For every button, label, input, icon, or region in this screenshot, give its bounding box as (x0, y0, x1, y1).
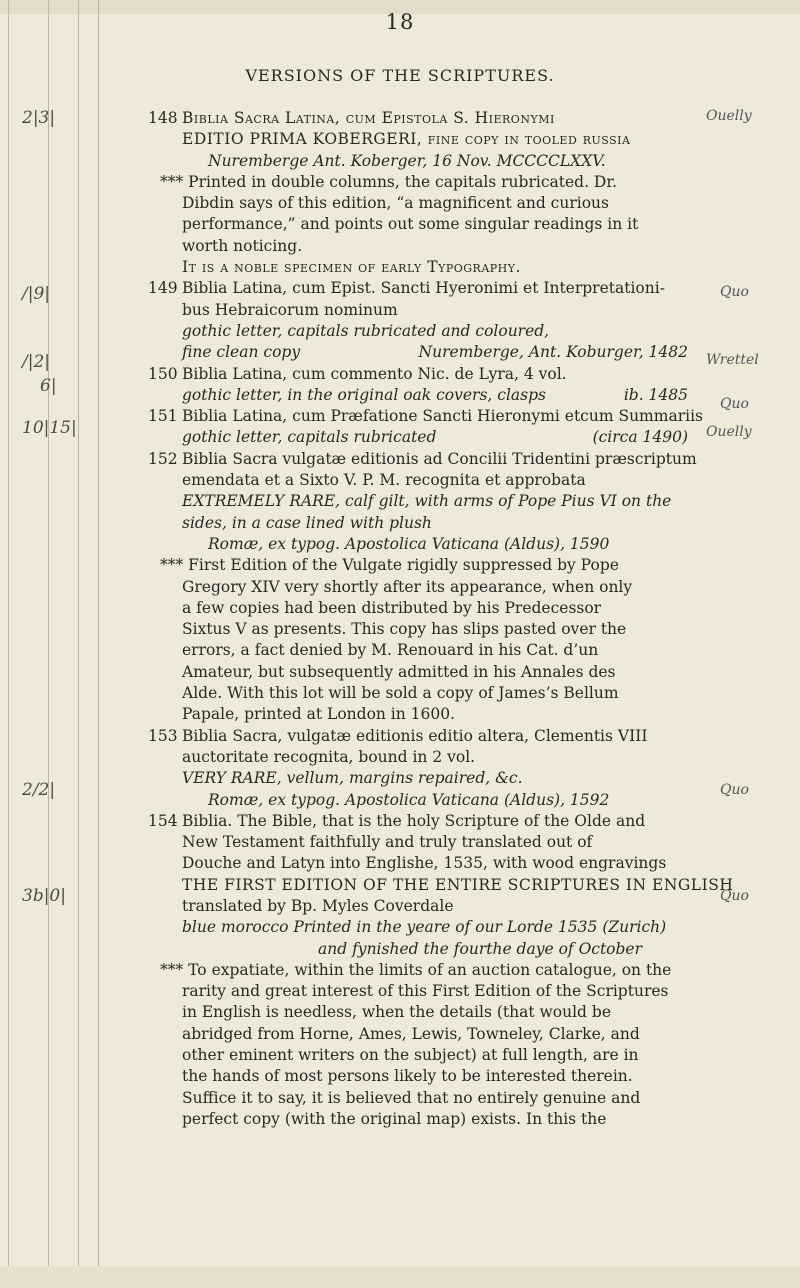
entry-description: gothic letter, capitals rubricated and coloured, (182, 321, 550, 340)
lot-number: 148 (148, 109, 178, 127)
running-head: VERSIONS OF THE SCRIPTURES. (245, 66, 555, 85)
entry-note: *** To expatiate, within the limits of an auction catalogue, on the (160, 960, 672, 979)
margin-note-lot-153: 2/2| (22, 780, 56, 800)
entry-line: EDITIO PRIMA KOBERGERI, fine copy in tooled russia (182, 130, 631, 149)
entry-note: worth noticing. (182, 236, 303, 255)
entry-line: THE FIRST EDITION OF THE ENTIRE SCRIPTURES IN ENGLISH (182, 875, 734, 894)
entry-note: It is a noble specimen of early Typography. (182, 258, 521, 277)
entry-title: Biblia Latina, cum commento Nic. de Lyra, 4 vol. (182, 364, 567, 383)
lot-number: 149 (148, 279, 178, 298)
entry-note: Alde. With this lot will be sold a copy of James’s Bellum (182, 684, 619, 703)
catalogue-entry-150 (148, 364, 688, 407)
entry-description: sides, in a case lined with plush (182, 513, 432, 532)
margin-rule (48, 0, 49, 1288)
lot-number: 150 (148, 364, 178, 383)
catalogue-entry-154 (148, 811, 734, 1130)
entry-note: in English is needless, when the details (that would be (182, 1003, 611, 1022)
entry-line: Douche and Latyn into Englishe, 1535, with wood engravings (182, 854, 667, 873)
entry-note: abridged from Horne, Ames, Lewis, Towneley, Clarke, and (182, 1024, 640, 1043)
entry-note: performance,” and points out some singular readings in it (182, 215, 639, 234)
lot-number: 154 (148, 811, 178, 830)
lot-number: 151 (148, 407, 178, 426)
entry-note: perfect copy (with the original map) exists. In this the (182, 1109, 607, 1128)
margin-rule (8, 0, 9, 1288)
margin-note-lot-152: 10|15| (22, 418, 77, 438)
buyer-note-lot-152: Ouelly (706, 424, 752, 440)
entry-note: Papale, printed at London in 1600. (182, 705, 456, 724)
margin-note-lot-148: 2|3| (22, 108, 56, 128)
entry-description: EXTREMELY RARE, calf gilt, with arms of Pope Pius VI on the (182, 492, 672, 511)
entry-imprint: Nuremberge, Ant. Koburger, 1482 (418, 343, 688, 362)
buyer-note-lot-153: Quo (720, 782, 749, 798)
entry-note: the hands of most persons likely to be interested therein. (182, 1067, 633, 1086)
margin-note-lot-151: 6| (40, 376, 57, 396)
catalogue-entry-153 (148, 726, 688, 811)
entry-imprint: Romæ, ex typog. Apostolica Vaticana (Aldus), 1592 (208, 790, 610, 809)
entry-imprint: ib. 1485 (623, 385, 688, 404)
entry-note: Dibdin says of this edition, “a magnificent and curious (182, 194, 609, 213)
catalogue-entry-148 (148, 108, 688, 278)
entry-description: gothic letter, capitals rubricated (182, 428, 437, 447)
entry-note: Gregory XIV very shortly after its appearance, when only (182, 577, 633, 596)
entry-imprint: and fynished the fourthe daye of October (318, 939, 643, 958)
entry-title: Biblia Latina, cum Præfatione Sancti Hieronymi etcum Summariis (182, 407, 703, 426)
entry-note: *** First Edition of the Vulgate rigidly suppressed by Pope (160, 556, 619, 575)
entry-note: *** Printed in double columns, the capitals rubricated. Dr. (160, 172, 617, 191)
margin-rule (78, 0, 79, 1288)
entry-description: fine clean copy (182, 343, 301, 362)
entry-note: rarity and great interest of this First Edition of the Scriptures (182, 982, 669, 1001)
margin-rule (98, 0, 99, 1288)
entry-line: bus Hebraicorum nominum (182, 300, 398, 319)
margin-note-lot-149: /|9| (22, 284, 50, 304)
margin-note-lot-150: /|2| (22, 352, 50, 372)
catalogue-entry-149 (148, 278, 688, 363)
entry-note: other eminent writers on the subject) at full length, are in (182, 1046, 639, 1065)
entry-note: Suffice it to say, it is believed that no entirely genuine and (182, 1088, 641, 1107)
catalogue-entry-152 (148, 449, 697, 726)
entry-line: emendata et a Sixto V. P. M. recognita et approbata (182, 471, 586, 490)
entry-line: auctoritate recognita, bound in 2 vol. (182, 747, 476, 766)
page-bottom-edge (0, 1266, 800, 1288)
buyer-note-lot-151: Quo (720, 396, 749, 412)
margin-note-lot-154: 3b|0| (22, 886, 66, 906)
entry-title: Biblia. The Bible, that is the holy Scripture of the Olde and (182, 811, 646, 830)
page-number: 18 (385, 10, 415, 34)
entry-line: New Testament faithfully and truly translated out of (182, 833, 593, 852)
entry-imprint: (circa 1490) (592, 428, 688, 447)
entry-note: a few copies had been distributed by his Predecessor (182, 598, 602, 617)
buyer-note-lot-154: Quo (720, 888, 749, 904)
entry-description: VERY RARE, vellum, margins repaired, &c. (182, 769, 523, 788)
entry-imprint: Romæ, ex typog. Apostolica Vaticana (Aldus), 1590 (208, 534, 610, 553)
entry-line: translated by Bp. Myles Coverdale (182, 896, 454, 915)
entry-note: errors, a fact denied by M. Renouard in his Cat. d’un (182, 641, 599, 660)
entry-imprint: Nuremberge Ant. Koberger, 16 Nov. MCCCCLXXV. (208, 151, 606, 170)
lot-number: 153 (148, 726, 178, 745)
entry-description: gothic letter, in the original oak covers, clasps (182, 385, 546, 404)
buyer-note-lot-149: Quo (720, 284, 749, 300)
lot-number: 152 (148, 449, 178, 468)
entry-title: Biblia Sacra, vulgatæ editionis editio altera, Clementis VIII (182, 726, 648, 745)
entry-title: Biblia Sacra vulgatæ editionis ad Concilii Tridentini præscriptum (182, 449, 697, 468)
catalogue-entry-151 (148, 406, 703, 449)
entry-imprint: blue morocco Printed in the yeare of our Lorde 1535 (Zurich) (182, 918, 667, 937)
buyer-note-lot-148: Ouelly (706, 108, 752, 124)
buyer-note-lot-150: Wrettel (706, 352, 759, 368)
entry-note: Sixtus V as presents. This copy has slips pasted over the (182, 620, 627, 639)
entry-note: Amateur, but subsequently admitted in his Annales des (182, 662, 616, 681)
entry-title: Biblia Latina, cum Epist. Sancti Hyeronimi et Interpretationi- (182, 279, 665, 298)
entry-title: Biblia Sacra Latina, cum Epistola S. Hieronymi (182, 109, 555, 127)
